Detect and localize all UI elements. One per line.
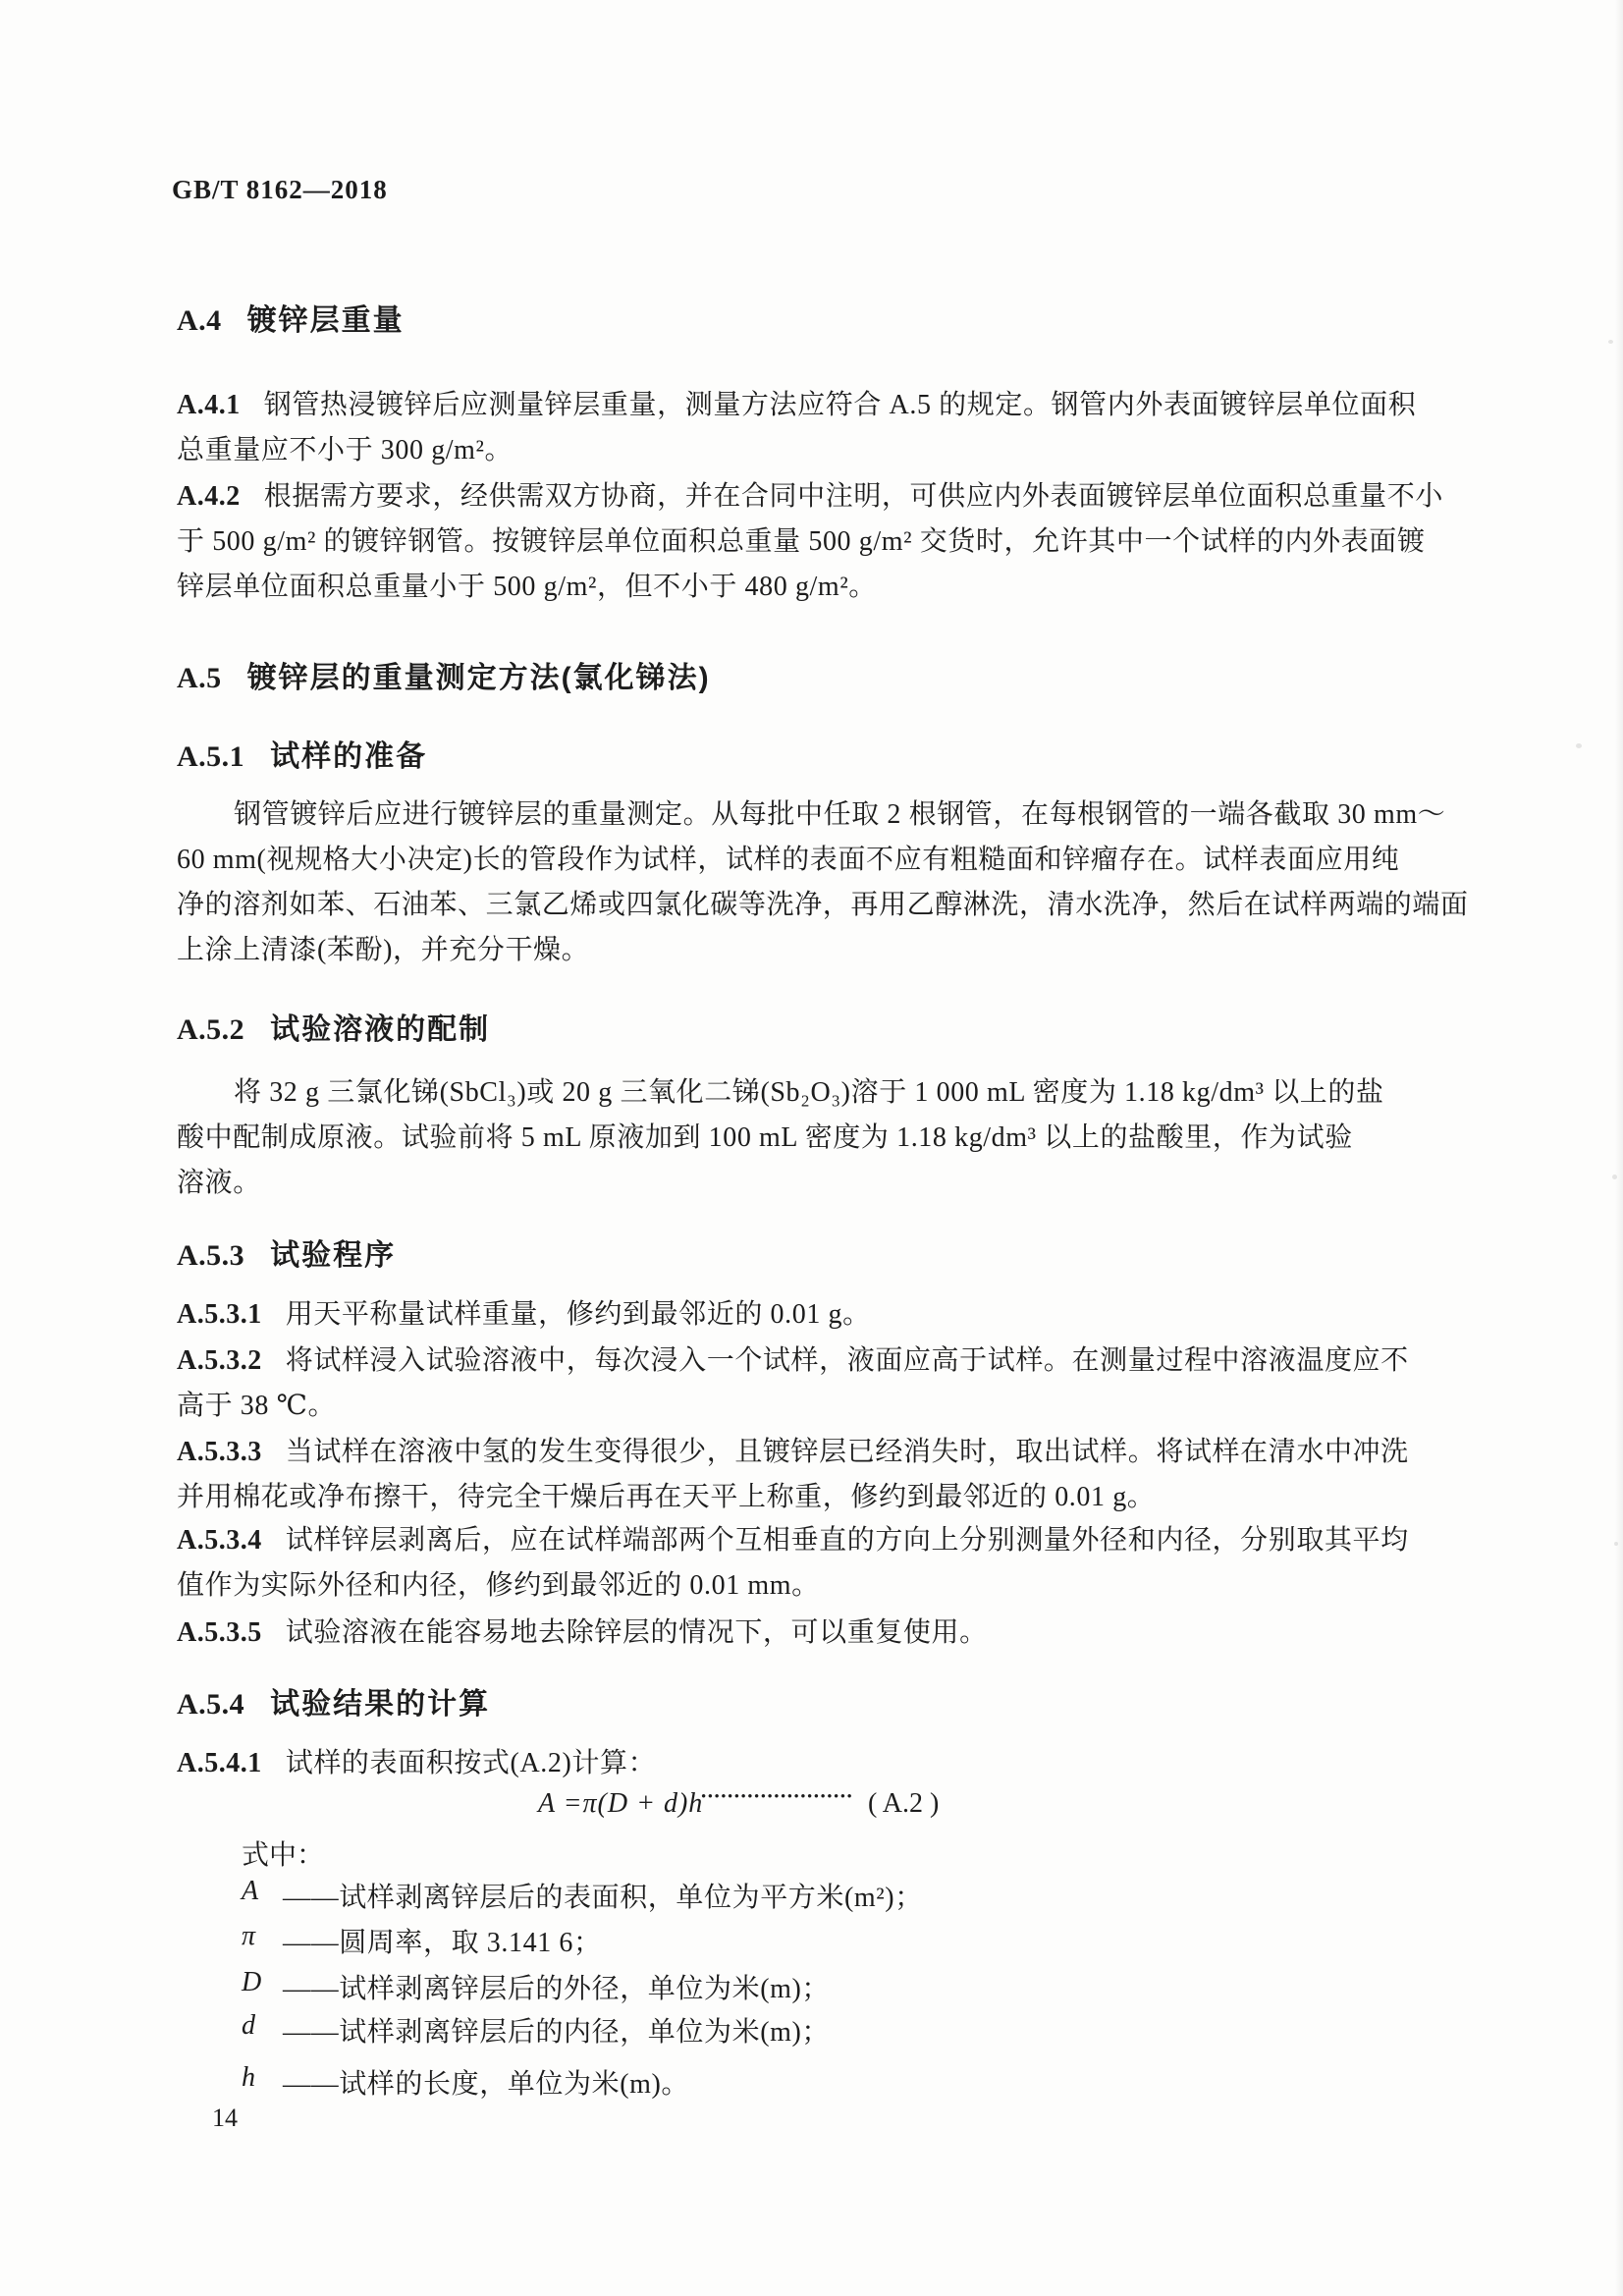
- section-title: 试验程序: [270, 1239, 397, 1272]
- scan-artifact: [1576, 743, 1582, 748]
- clause-text: 试样锌层剥离后，应在试样端部两个互相垂直的方向上分别测量外径和内径，分别取其平均: [285, 1525, 1409, 1556]
- clause-number: A.5.3.5: [177, 1617, 262, 1648]
- clause-text: 试验溶液在能容易地去除锌层的情况下，可以重复使用。: [285, 1617, 988, 1648]
- clause-number: A.5.3.4: [177, 1525, 262, 1556]
- clause-a532: [177, 1339, 1409, 1429]
- clause-text: 用天平称量试样重量，修约到最邻近的 0.01 g。: [285, 1299, 871, 1330]
- paragraph-line: 总重量应不小于 300 g/m²。: [177, 435, 514, 465]
- variable-symbol: h: [242, 2062, 256, 2093]
- clause-number: A.5.4.1: [177, 1748, 262, 1778]
- paragraph-line: 溶液。: [177, 1168, 261, 1198]
- paragraph-line: [177, 383, 1416, 428]
- where-label: 式中：: [242, 1840, 325, 1871]
- section-title: 镀锌层重量: [246, 304, 405, 337]
- paragraph-a52: [177, 1070, 1384, 1206]
- paragraph-line: [177, 1741, 656, 1786]
- paragraph-line: 上涂上清漆(苯酚)，并充分干燥。: [177, 935, 590, 965]
- section-heading-a5: [177, 653, 711, 696]
- variable-description: ——试样的长度，单位为米(m)。: [283, 2069, 690, 2100]
- paragraph-line: 于 500 g/m² 的镀锌钢管。按镀锌层单位面积总重量 500 g/m² 交货时，允许其中一个试样的内外表面镀: [177, 526, 1426, 557]
- page-number: 14: [212, 2104, 238, 2132]
- scan-artifact: [1614, 1542, 1618, 1546]
- clause-text: 将试样浸入试验溶液中，每次浸入一个试样，液面应高于试样。在测量过程中溶液温度应不: [285, 1345, 1409, 1376]
- section-heading-a52: [177, 1005, 490, 1048]
- section-title: 试样的准备: [270, 740, 428, 773]
- paragraph-line: [177, 1518, 1409, 1563]
- variable-definition: [242, 2010, 830, 2050]
- clause-a42: [177, 474, 1443, 610]
- clause-a533: [177, 1430, 1409, 1520]
- paragraph-line: [177, 474, 1443, 519]
- clause-number: A.5.3.3: [177, 1437, 262, 1467]
- variable-description: ——圆周率，取 3.141 6；: [283, 1928, 602, 1958]
- paragraph-line: [177, 1611, 988, 1656]
- clause-a41: [177, 383, 1416, 473]
- scan-artifact: [1608, 340, 1613, 344]
- clause-a531: [177, 1292, 871, 1338]
- section-number: A.4: [177, 304, 222, 337]
- section-heading-a51: [177, 732, 427, 775]
- variable-description: ——试样剥离锌层后的表面积，单位为平方米(m²)；: [283, 1883, 923, 1913]
- paragraph-line: [177, 1292, 871, 1338]
- variable-description: ——试样剥离锌层后的内径，单位为米(m)；: [283, 2017, 831, 2048]
- section-title: 试验溶液的配制: [270, 1013, 491, 1046]
- section-number: A.5.2: [177, 1013, 245, 1046]
- formula-expression: A =π(D + d)h: [538, 1788, 704, 1819]
- clause-number: A.4.2: [177, 481, 241, 512]
- paragraph-line: 酸中配制成原液。试验前将 5 mL 原液加到 100 mL 密度为 1.18 kg/dm³ 以上的盐酸里，作为试验: [177, 1122, 1353, 1153]
- paragraph-line: 将 32 g 三氯化锑(SbCl₃)或 20 g 三氧化二锑(Sb₂O₃)溶于 1 000 mL 密度为 1.18 kg/dm³ 以上的盐: [234, 1077, 1384, 1108]
- variable-definition: [242, 2062, 689, 2102]
- paragraph-line: 值作为实际外径和内径，修约到最邻近的 0.01 mm。: [177, 1570, 820, 1601]
- formula-row: [0, 1788, 1623, 1833]
- clause-text: 根据需方要求，经供需双方协商，并在合同中注明，可供应内外表面镀锌层单位面积总重量不小: [263, 481, 1443, 512]
- section-number: A.5: [177, 662, 222, 694]
- equation-number: ( A.2 ): [868, 1788, 940, 1819]
- clause-number: A.4.1: [177, 390, 241, 420]
- section-number: A.5.4: [177, 1688, 245, 1721]
- paragraph-line: 高于 38 ℃。: [177, 1391, 337, 1421]
- section-number: A.5.3: [177, 1239, 245, 1272]
- variable-symbol: D: [242, 1967, 262, 1997]
- variable-description: ——试样剥离锌层后的外径，单位为米(m)；: [283, 1974, 831, 2004]
- formula-dots: •••••••••••••••••••••••: [701, 1789, 854, 1805]
- paragraph-line: 净的溶剂如苯、石油苯、三氯乙烯或四氯化碳等洗净，再用乙醇淋洗，清水洗净，然后在试样两端的端面: [177, 890, 1469, 920]
- variable-symbol: d: [242, 2010, 256, 2041]
- paragraph-line: 60 mm(视规格大小决定)长的管段作为试样，试样的表面不应有粗糙面和锌瘤存在。试样表面应用纯: [177, 845, 1400, 875]
- standard-number-header: GB/T 8162—2018: [172, 175, 388, 204]
- section-number: A.5.1: [177, 740, 245, 773]
- variable-definition: [242, 1921, 602, 1960]
- paragraph-line: 钢管镀锌后应进行镀锌层的重量测定。从每批中任取 2 根钢管，在每根钢管的一端各截取 30 mm～: [234, 799, 1446, 830]
- section-heading-a53: [177, 1230, 396, 1274]
- variable-definition: [242, 1967, 830, 2006]
- clause-number: A.5.3.1: [177, 1299, 262, 1330]
- variable-symbol: π: [242, 1921, 256, 1951]
- paragraph-line: 并用棉花或净布擦干，待完全干燥后再在天平上称重，修约到最邻近的 0.01 g。: [177, 1482, 1156, 1512]
- clause-a541: [177, 1741, 656, 1786]
- paragraph-line: [177, 1430, 1409, 1475]
- clause-text: 当试样在溶液中氢的发生变得很少，且镀锌层已经消失时，取出试样。将试样在清水中冲洗: [285, 1437, 1409, 1467]
- clause-number: A.5.3.2: [177, 1345, 262, 1376]
- section-title: 试验结果的计算: [270, 1688, 491, 1721]
- clause-a534: [177, 1518, 1409, 1609]
- section-heading-a54: [177, 1679, 490, 1722]
- variable-symbol: A: [242, 1876, 259, 1906]
- clause-text: 试样的表面积按式(A.2)计算：: [285, 1748, 657, 1778]
- section-heading-a4: [177, 296, 405, 339]
- variable-definition: [242, 1876, 923, 1915]
- paragraph-line: [177, 1339, 1409, 1384]
- paragraph-line: 锌层单位面积总重量小于 500 g/m²，但不小于 480 g/m²。: [177, 572, 877, 602]
- section-title: 镀锌层的重量测定方法(氯化锑法): [246, 662, 711, 694]
- clause-a535: [177, 1611, 988, 1656]
- clause-text: 钢管热浸镀锌后应测量锌层重量，测量方法应符合 A.5 的规定。钢管内外表面镀锌层单位面积: [263, 390, 1417, 420]
- paragraph-a51: [177, 793, 1469, 973]
- scan-artifact: [1612, 1175, 1617, 1179]
- scan-edge-shadow: [1615, 0, 1623, 2296]
